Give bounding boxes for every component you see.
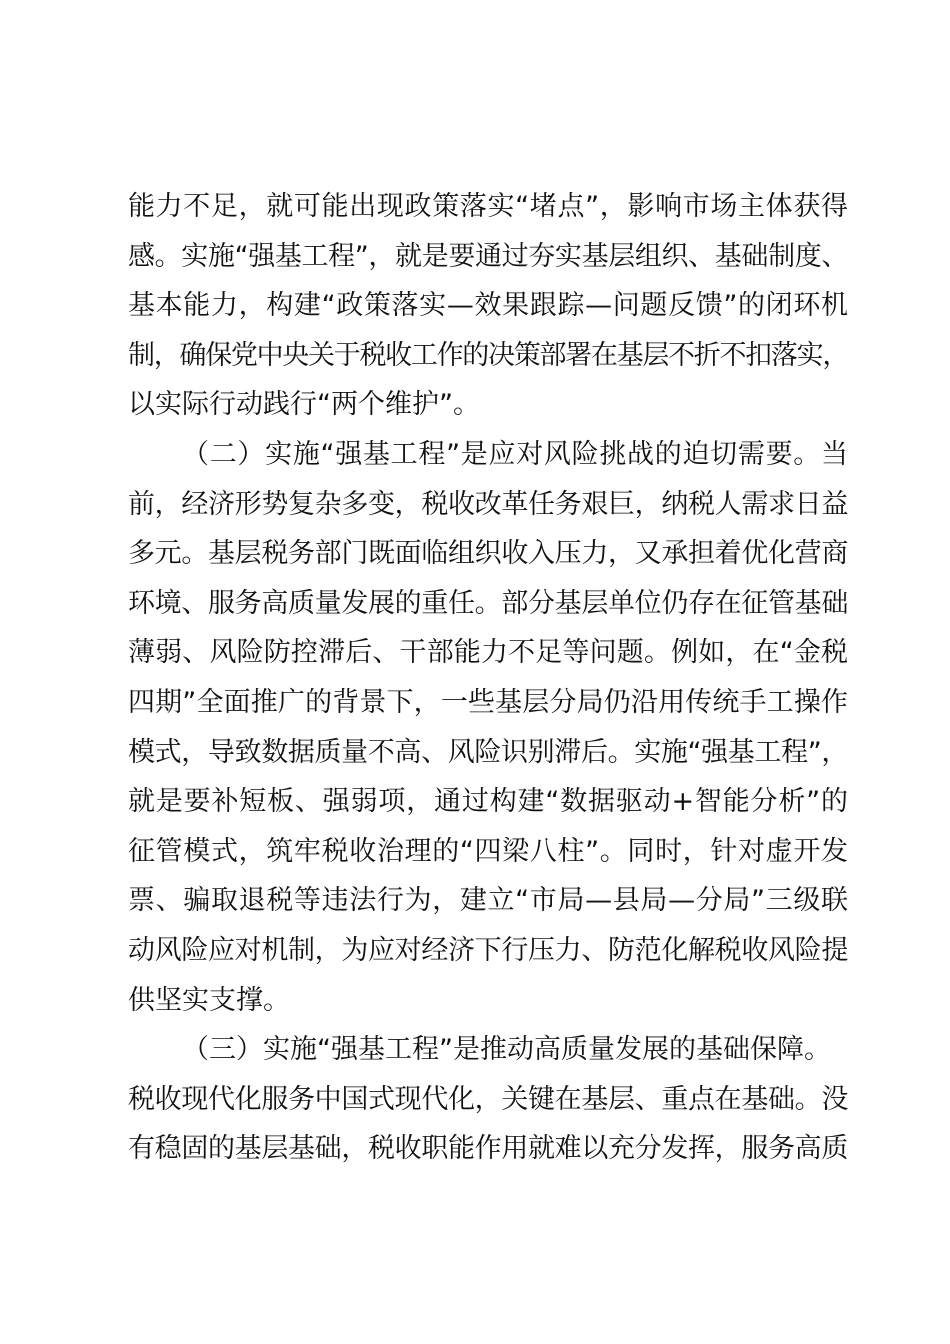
text-line: 征管模式，筑牢税收治理的“四梁八柱”。同时，针对虚开发 [128,835,848,867]
text-line: 就是要补短板、强弱项，通过构建“数据驱动+智能分析”的 [128,786,848,818]
body-text [128,182,848,1174]
text-line: 动风险应对机制，为应对经济下行压力、防范化解税收风险提 [128,934,848,966]
text-line: 薄弱、风险防控滞后、干部能力不足等问题。例如，在“金税 [128,637,848,669]
text-line: 四期”全面推广的背景下，一些基层分局仍沿用传统手工操作 [128,686,848,718]
text-line: 票、骗取退税等违法行为，建立“市局—县局—分局”三级联 [128,885,848,917]
text-line: 以实际行动践行“两个维护”。 [128,389,480,421]
text-line: 税收现代化服务中国式现代化，关键在基层、重点在基础。没 [128,1083,848,1115]
text-line: 供坚实支撑。 [128,984,290,1016]
section-heading-line: （三）实施“强基工程”是推动高质量发展的基础保障。 [182,1034,831,1066]
text-line: 环境、服务高质量发展的重任。部分基层单位仍存在征管基础 [128,587,848,619]
text-line: 基本能力，构建“政策落实—效果跟踪—问题反馈”的闭环机 [128,290,848,322]
text-line: 有稳固的基层基础，税收职能作用就难以充分发挥，服务高质 [128,1133,848,1165]
text-line: 前，经济形势复杂多变，税收改革任务艰巨，纳税人需求日益 [128,488,848,520]
section-heading-line: （二）实施“强基工程”是应对风险挑战的迫切需要。当 [182,438,848,470]
text-line: 感。实施“强基工程”，就是要通过夯实基层组织、基础制度、 [128,240,848,272]
text-line: 多元。基层税务部门既面临组织收入压力，又承担着优化营商 [128,538,848,570]
text-line: 能力不足，就可能出现政策落实“堵点”，影响市场主体获得 [128,191,848,222]
text-line: 制，确保党中央关于税收工作的决策部署在基层不折不扣落实， [128,339,848,371]
text-line: 模式，导致数据质量不高、风险识别滞后。实施“强基工程”， [128,736,848,768]
